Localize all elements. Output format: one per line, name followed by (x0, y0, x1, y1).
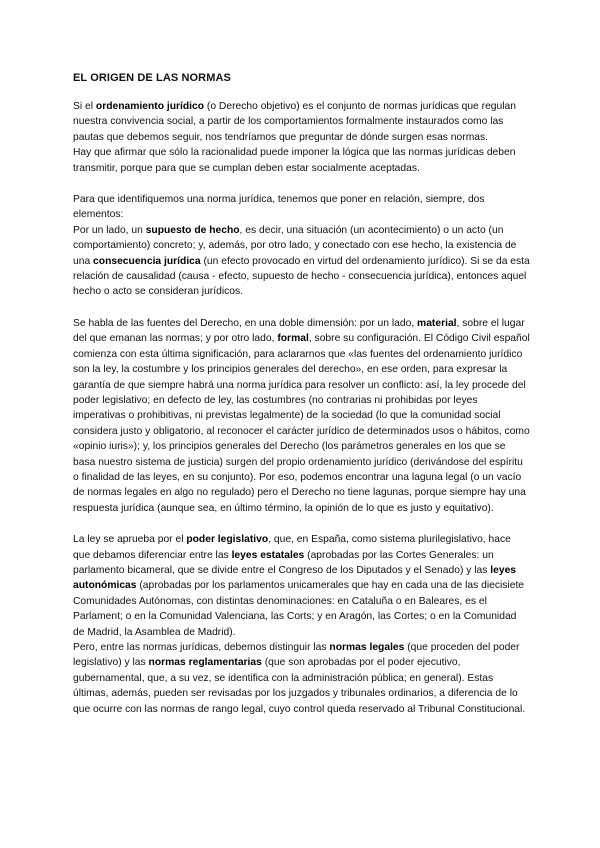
text-run: (aprobadas por las Cortes Generales: un parlamento bicameral, que se divide entre el Congreso de los Diputados y el Senado) y las (73, 549, 494, 576)
text-run: Si el (73, 101, 96, 112)
text-run: , sobre el lugar del que emanan las normas; y por otro lado, (73, 317, 525, 345)
text-run: La ley se aprueba por el (73, 534, 187, 546)
paragraph (73, 223, 530, 300)
text-run: (que son aprobadas por el poder ejecutivo, gubernamental, que, a su vez, se identifica con la administración pública; en general). Estas últimas, además, pueden ser revisadas por los juzgados y tribunales ordinarios, a diferencia de lo que ocurre con las normas de rango legal, cuyo control queda reservado al Tribunal Constitucional. (73, 657, 526, 715)
bold-term: material (417, 317, 457, 329)
text-run: Por un lado, un (73, 224, 146, 236)
document-body (73, 99, 530, 717)
bold-term: ordenamiento jurídico (95, 101, 205, 112)
text-run: (aprobadas por los parlamentos unicamerales que hay en cada una de las diecisiete Comunidades Autónomas, con distintas denominaciones: en Cataluña o en Baleares, es el Parlament; o en la Comunidad Valenciana, las Corts; y en Aragón, las Cortes; o en la Comunidad de Madrid, la Asamblea de Madrid). (73, 580, 525, 638)
text-run: Pero, entre las normas jurídicas, debemos distinguir las (73, 642, 330, 653)
text-run: Hay que afirmar que sólo la racionalidad puede imponer la lógica que las normas jurídicas deben transmitir, porque para que se cumplan deben estar socialmente aceptadas. (73, 147, 516, 174)
bold-term: supuesto de hecho (145, 224, 240, 236)
bold-term: consecuencia jurídica (93, 255, 201, 267)
text-run: , sobre su configuración. El Código Civil español comienza con esta última significación, para aclararnos que «las fuentes del ordenamiento jurídico son la ley, la costumbre y los principios generales del derecho», en ese orden, para expresar la garantía de que siempre habrá una norma jurídica para resolver un conflicto: así, la ley procede del poder legislativo; en defecto de ley, las costumbres (no contrarias ni prohibidas por leyes imperativas o prohibitivas, ni previstas legalmente) de la sociedad (lo que la comunidad social considera justo y obligatorio, al reconocer el carácter jurídico de determinados usos o hábitos, como «opinio iuris»); y, los principios generales del Derecho (los parámetros generales en los que se basa nuestro sistema de justicia) surgen del propio ordenamiento jurídico (derivándose del espíritu o finalidad de las leyes, en su conjunto). Por eso, podemos encontrar una laguna legal (o un vacío de normas legales en algo no regulado) pero el Derecho no tiene lagunas, porque siempre hay una respuesta jurídica (aunque sea, en último término, la opinión de lo que es justo y equitativo). (73, 333, 530, 514)
block-spacer (73, 176, 530, 192)
paragraph (73, 99, 530, 145)
bold-term: formal (277, 333, 309, 345)
bold-term: normas reglamentarias (148, 657, 262, 669)
text-run: (o Derecho objetivo) es el conjunto de normas jurídicas que regulan nuestra convivencia social, a partir de los comportamientos formalmente instaurados como las pautas que debemos seguir, nos tendríamos que preguntar de dónde surgen esas normas. (73, 101, 516, 143)
bold-term: leyes autonómicas (73, 564, 517, 592)
text-run: , es decir, una situación (un acontecimiento) o un acto (un comportamiento) concreto; y, además, por otro lado, y conectado con ese hecho, la existencia de una (73, 224, 517, 267)
text-run: (un efecto provocado en virtud del ordenamiento jurídico). Si se da esta relación de causalidad (causa - efecto, supuesto de hecho - consecuencia jurídica), entonces aquel hecho o acto se consideran jurídicos. (73, 255, 530, 298)
paragraph (73, 316, 530, 516)
bold-term: leyes estatales (231, 549, 305, 561)
document-title: EL ORIGEN DE LAS NORMAS (73, 72, 231, 84)
paragraph (73, 532, 530, 640)
paragraph (73, 640, 530, 717)
bold-term: poder legislativo (186, 534, 269, 546)
block-spacer (73, 300, 530, 316)
block-spacer (73, 516, 530, 532)
text-run: , que, en España, como sistema plurilegislativo, hace que debamos diferenciar entre las (73, 534, 511, 561)
paragraph (73, 192, 530, 223)
text-run: Se habla de las fuentes del Derecho, en una doble dimensión: por un lado, (73, 317, 418, 329)
bold-term: normas legales (329, 642, 405, 653)
text-run: Para que identifiquemos una norma jurídica, tenemos que poner en relación, siempre, dos elementos: (73, 194, 485, 221)
paragraph (73, 145, 530, 176)
text-run: (que proceden del poder legislativo) y las (73, 642, 520, 669)
